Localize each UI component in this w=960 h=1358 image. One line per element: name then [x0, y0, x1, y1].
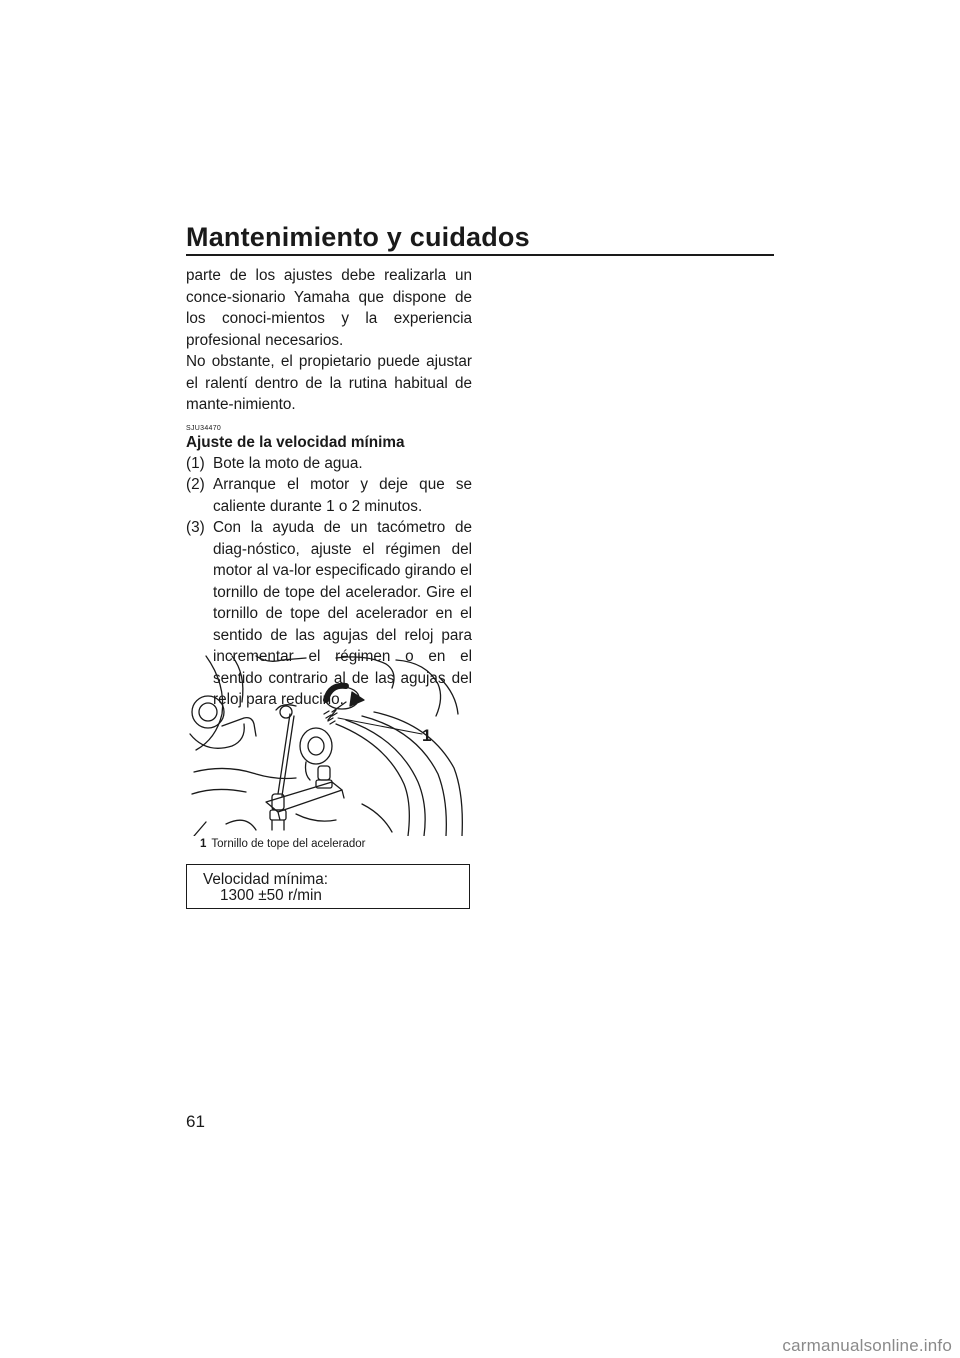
footer-watermark: carmanualsonline.info — [782, 1336, 952, 1355]
page-number: 61 — [186, 1112, 205, 1131]
step-number: (3) — [186, 519, 205, 536]
intro-paragraph: No obstante, el propietario puede ajustar el ralentí dentro de la rutina habitual de mante-nimiento. — [186, 353, 472, 413]
spec-box — [186, 864, 470, 909]
figure-caption — [200, 838, 365, 850]
step-item — [186, 474, 472, 517]
step-text: Con la ayuda de un tacómetro de diag-nóstico, ajuste el régimen del motor al va-lor especificado girando el tornillo de tope del acelerador. Gire el tornillo de tope del acelerador en el sentido de las agujas del reloj para incrementar el régimen o en el sentido contrario al de las agujas del reloj para reducirlo. — [213, 519, 472, 708]
spec-label: Velocidad mínima: — [203, 871, 328, 888]
step-text: Bote la moto de agua. — [213, 454, 363, 472]
body-column — [186, 265, 472, 711]
caption-number: 1 — [200, 838, 207, 850]
page-title: Mantenimiento y cuidados — [186, 222, 530, 252]
spec-value: 1300 ±50 r/min — [220, 887, 322, 904]
step-number: (1) — [186, 454, 205, 472]
section-code: SJU34470 — [186, 424, 222, 432]
step-text: Arranque el motor y deje que se caliente durante 1 o 2 minutos. — [213, 476, 472, 515]
intro-paragraph: parte de los ajustes debe realizarla un conce-sionario Yamaha que dispone de los conoci-mientos y la experiencia profesional necesarios. — [186, 267, 472, 349]
step-number: (2) — [186, 476, 205, 493]
step-item — [186, 453, 472, 475]
throttle-stop-screw-illustration — [186, 654, 472, 836]
section-heading: Ajuste de la velocidad mínima — [186, 433, 405, 451]
figure-callout-label: 1 — [422, 726, 432, 745]
engine-line-drawing — [186, 654, 472, 836]
title-rule — [186, 254, 774, 256]
caption-text: Tornillo de tope del acelerador — [211, 838, 366, 850]
